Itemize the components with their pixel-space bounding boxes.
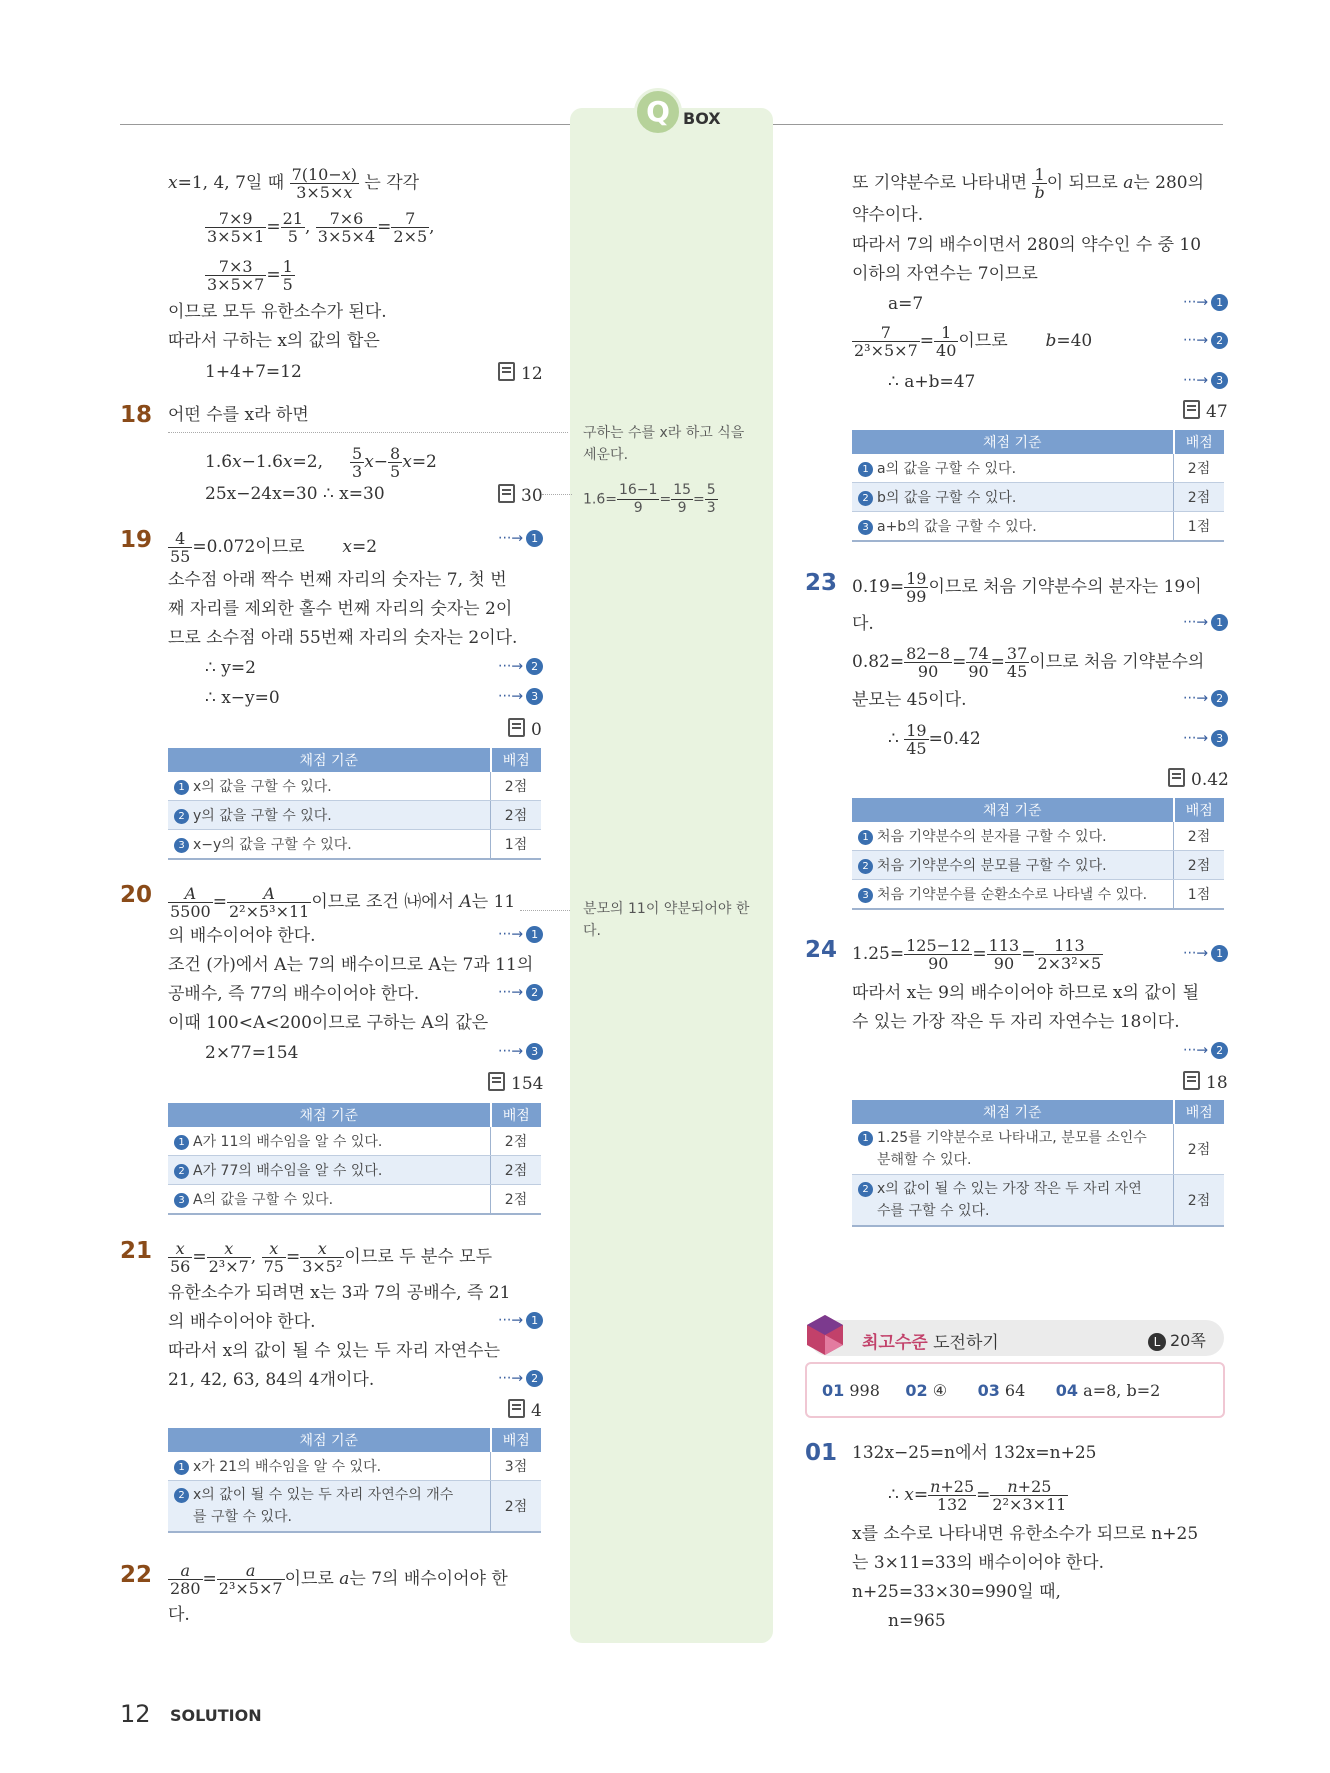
- challenge-page-ref: L 20쪽: [1148, 1328, 1206, 1351]
- answer-icon: [488, 1072, 505, 1091]
- text-line: 따라서 7의 배수이면서 280의 약수인 수 중 10: [852, 235, 1202, 255]
- problem-number: 22: [120, 1562, 153, 1588]
- table-row: 1 x의 값을 구할 수 있다. 2점: [168, 772, 541, 801]
- text-line: 소수점 아래 짝수 번째 자리의 숫자는 7, 첫 번: [168, 570, 507, 590]
- answer-icon: [508, 718, 525, 737]
- answer-label: 30: [498, 484, 543, 506]
- text-line: 는 3×11=33의 배수이어야 한다.: [852, 1553, 1104, 1573]
- q-box-note: 분모의 11이 약분되어야 한 다.: [583, 901, 750, 939]
- page-number: 12: [120, 1700, 151, 1728]
- answer-icon: [508, 1399, 525, 1418]
- text-line: n=965: [888, 1611, 946, 1631]
- text-line: 0.1̇9̇= $\frac{19}{99}$ 이므로 처음 기약분수의 분자는 19이: [852, 569, 1202, 606]
- text-line: 다.: [852, 614, 874, 634]
- text-line: 25x−24x=30 ∴ x=30: [205, 484, 385, 504]
- text-line: 이하의 자연수는 7이므로: [852, 264, 1038, 284]
- text-line: ∴ x−y=0: [205, 688, 280, 708]
- answer-icon: [498, 362, 515, 381]
- text-line: 므로 소수점 아래 55번째 자리의 숫자는 2이다.: [168, 628, 518, 648]
- text-line: 1.6̇x−1.6x=2, $\frac{5}{3}$ x− $\frac{8}{5}$ x=2: [205, 444, 437, 481]
- text-line: 분모는 45이다.: [852, 690, 967, 710]
- table-row: 1 x가 21의 배수임을 알 수 있다. 3점: [168, 1452, 541, 1481]
- text-line: 0.82̇= $\frac{82-8}{90}$ = $\frac{74}{90}$ = $\frac{37}{45}$ 이므로 처음 기약분수의: [852, 644, 1205, 681]
- text-line: 1+4+7=12: [205, 362, 302, 382]
- step-marker: ···→ 1: [1183, 294, 1228, 311]
- text-line: a=7: [888, 294, 924, 314]
- step-marker: ···→ 1: [1183, 945, 1228, 962]
- problem-number: 24: [805, 937, 838, 963]
- step-marker: ···→ 2: [1183, 332, 1228, 349]
- text-line: $\frac{A}{5500}$ = $\frac{A}{\text{2²×5³×11}}$ 이므로 조건 ㈏에서 A는 11: [170, 884, 516, 921]
- text-line: ∴ $\frac{19}{45}$ =0.42̇: [888, 721, 981, 758]
- table-row: 3 a+b의 값을 구할 수 있다. 1점: [852, 512, 1224, 542]
- scoring-table: [168, 748, 541, 860]
- table-row: 2 처음 기약분수의 분모를 구할 수 있다. 2점: [852, 851, 1224, 880]
- text-line: $\frac{7}{\text{2³×5×7}}$ = $\frac{1}{40}$ 이므로 b=40: [854, 323, 1093, 360]
- table-header: 배점: [1174, 798, 1225, 822]
- answer-label: 12: [498, 362, 543, 384]
- problem-number: 01: [805, 1440, 838, 1466]
- text-line: x=1, 4, 7일 때 $\frac{7(10-x)}{3\times 5\times x}$ 는 각각: [168, 165, 420, 202]
- step-marker: ···→ 2: [498, 1370, 543, 1387]
- table-header: 채점 기준: [168, 1103, 491, 1127]
- table-header: 배점: [491, 1103, 542, 1127]
- text-line: 2×77=154: [205, 1043, 299, 1063]
- q-box-note: 구하는 수를 x라 하고 식을 세운다.: [583, 425, 745, 463]
- answer-label: 0: [508, 718, 542, 740]
- text-line: 다.: [168, 1605, 190, 1625]
- table-row: 2 A가 77의 배수임을 알 수 있다. 2점: [168, 1156, 541, 1185]
- text-line: $\frac{7\times 9}{3\times 5\times 1}$ = $\frac{21}{5}$ , $\frac{7\times 6}{3\times 5\times 4}$ = $\frac{7}{2\times 5}$ ,: [207, 209, 435, 246]
- step-marker: ···→ 2: [1183, 690, 1228, 707]
- challenge-answers: 01 998 02 ④ 03 64 04 a=8, b=2: [822, 1381, 1161, 1400]
- scoring-table: [852, 798, 1224, 910]
- scoring-table: [168, 1428, 541, 1533]
- answer-label: 18: [1183, 1071, 1228, 1093]
- text-line: ∴ y=2: [205, 658, 256, 678]
- table-row: 1 A가 11의 배수임을 알 수 있다. 2점: [168, 1127, 541, 1156]
- text-line: 유한소수가 되려면 x는 3과 7의 공배수, 즉 21: [168, 1283, 511, 1303]
- step-marker: ···→ 3: [1183, 730, 1228, 747]
- challenge-logo-icon: [803, 1313, 847, 1357]
- table-row: 2 x의 값이 될 수 있는 두 자리 자연수의 개수 를 구할 수 있다. 2점: [168, 1481, 541, 1533]
- answer-label: 4: [508, 1399, 542, 1421]
- text-line: 어떤 수를 x라 하면: [168, 405, 309, 425]
- answer-icon: [498, 484, 515, 503]
- text-line: 이때 100<A<200이므로 구하는 A의 값은: [168, 1013, 489, 1033]
- table-header: 채점 기준: [168, 1428, 491, 1452]
- problem-number: 21: [120, 1238, 153, 1264]
- table-header: 채점 기준: [852, 430, 1174, 454]
- scoring-table: [852, 1100, 1224, 1227]
- footer-label: SOLUTION: [170, 1706, 262, 1725]
- answer-icon: [1168, 768, 1185, 787]
- step-marker: ···→ 2: [498, 658, 543, 675]
- problem-number: 23: [805, 570, 838, 596]
- text-line: 약수이다.: [852, 205, 924, 225]
- table-row: 1 1.25̇를 기약분수로 나타내고, 분모를 소인수 분해할 수 있다. 2점: [852, 1124, 1224, 1175]
- table-header: 배점: [491, 1428, 542, 1452]
- table-header: 채점 기준: [852, 1100, 1174, 1124]
- text-line: 의 배수이어야 한다.: [168, 926, 316, 946]
- problem-number: 18: [120, 402, 153, 428]
- text-line: 수 있는 가장 작은 두 자리 자연수는 18이다.: [852, 1012, 1180, 1032]
- step-marker: ···→ 1: [498, 926, 543, 943]
- text-line: 따라서 x의 값이 될 수 있는 두 자리 자연수는: [168, 1341, 500, 1361]
- header-rule-left: [120, 124, 570, 125]
- text-line: $\frac{x}{56}$ = $\frac{x}{\text{2³×7}}$ , $\frac{x}{75}$ = $\frac{x}{\text{3×5²}}$ 이므로 두 분수 모두: [170, 1239, 492, 1276]
- book-badge-icon: L: [1148, 1333, 1166, 1351]
- q-box-label: BOX: [683, 109, 721, 128]
- challenge-title: 최고수준 도전하기: [862, 1333, 999, 1353]
- table-row: 2 x의 값이 될 수 있는 가장 작은 두 자리 자연 수를 구할 수 있다. 2점: [852, 1175, 1224, 1227]
- scoring-table: [852, 430, 1224, 542]
- step-marker: ···→ 1: [1183, 614, 1228, 631]
- answer-icon: [1183, 1071, 1200, 1090]
- text-line: $\frac{7\times 3}{3\times 5\times 7}$ = $\frac{1}{5}$: [207, 257, 293, 294]
- text-line: 째 자리를 제외한 홀수 번째 자리의 숫자는 2이: [168, 599, 513, 619]
- step-marker: ···→ 3: [1183, 372, 1228, 389]
- note-leader: [168, 432, 568, 433]
- text-line: 따라서 구하는 x의 값의 합은: [168, 331, 380, 351]
- text-line: $\frac{4}{55}$ =0.0̇72̇이므로 x=2: [170, 529, 378, 566]
- text-line: ∴ a+b=47: [888, 372, 976, 392]
- q-box-icon: Q: [634, 88, 682, 136]
- step-marker: ···→ 3: [498, 688, 543, 705]
- table-header: 채점 기준: [852, 798, 1174, 822]
- q-box-column: [570, 108, 773, 1643]
- text-line: 의 배수이어야 한다.: [168, 1312, 316, 1332]
- text-line: ∴ x= $\frac{n+25}{132}$ = $\frac{n+25}{\text{2²×3×11}}$: [888, 1477, 1067, 1514]
- step-marker: ···→ 2: [1183, 1042, 1228, 1059]
- text-line: 따라서 x는 9의 배수이어야 하므로 x의 값이 될: [852, 983, 1199, 1003]
- answer-label: 0.42̇: [1168, 768, 1229, 790]
- table-row: 1 a의 값을 구할 수 있다. 2점: [852, 454, 1224, 483]
- answer-label: 47: [1183, 400, 1228, 422]
- step-marker: ···→ 1: [498, 530, 543, 547]
- table-row: 3 처음 기약분수를 순환소수로 나타낼 수 있다. 1점: [852, 880, 1224, 910]
- text-line: x를 소수로 나타내면 유한소수가 되므로 n+25: [852, 1524, 1199, 1544]
- answer-label: 154: [488, 1072, 543, 1094]
- header-rule-right: [773, 124, 1223, 125]
- note-leader: [520, 910, 570, 911]
- table-row: 1 처음 기약분수의 분자를 구할 수 있다. 2점: [852, 822, 1224, 851]
- table-row: 2 b의 값을 구할 수 있다. 2점: [852, 483, 1224, 512]
- table-row: 2 y의 값을 구할 수 있다. 2점: [168, 801, 541, 830]
- text-line: $\frac{a}{280}$ = $\frac{a}{\text{2³×5×7}}$ 이므로 a는 7의 배수이어야 한: [170, 1561, 508, 1598]
- text-line: 또 기약분수로 나타내면 $\frac{1}{b}$ 이 되므로 a는 280의: [852, 165, 1205, 202]
- table-header: 배점: [1174, 430, 1225, 454]
- scoring-table: [168, 1103, 541, 1215]
- table-header: 배점: [1174, 1100, 1225, 1124]
- note-leader: [542, 494, 572, 495]
- problem-number: 20: [120, 882, 153, 908]
- step-marker: ···→ 3: [498, 1043, 543, 1060]
- text-line: 공배수, 즉 77의 배수이어야 한다.: [168, 984, 420, 1004]
- text-line: 1.25̇= $\frac{125-12}{90}$ = $\frac{113}{90}$ = $\frac{113}{\text{2×3²×5}}$: [852, 936, 1102, 973]
- table-header: 배점: [491, 748, 542, 772]
- text-line: n+25=33×30=990일 때,: [852, 1582, 1061, 1602]
- step-marker: ···→ 2: [498, 984, 543, 1001]
- text-line: 조건 (가)에서 A는 7의 배수이므로 A는 7과 11의: [168, 955, 534, 975]
- text-line: 이므로 모두 유한소수가 된다.: [168, 302, 387, 322]
- q-box-note: 1.6̇= $\frac{16-1}{9}$ = $\frac{15}{9}$ = $\frac{5}{3}$: [583, 482, 716, 516]
- table-row: 3 A의 값을 구할 수 있다. 2점: [168, 1185, 541, 1215]
- step-marker: ···→ 1: [498, 1312, 543, 1329]
- table-row: 3 x−y의 값을 구할 수 있다. 1점: [168, 830, 541, 860]
- text-line: 132x−25=n에서 132x=n+25: [852, 1443, 1097, 1463]
- text-line: 21, 42, 63, 84의 4개이다.: [168, 1370, 375, 1390]
- table-header: 채점 기준: [168, 748, 491, 772]
- problem-number: 19: [120, 527, 153, 553]
- answer-icon: [1183, 400, 1200, 419]
